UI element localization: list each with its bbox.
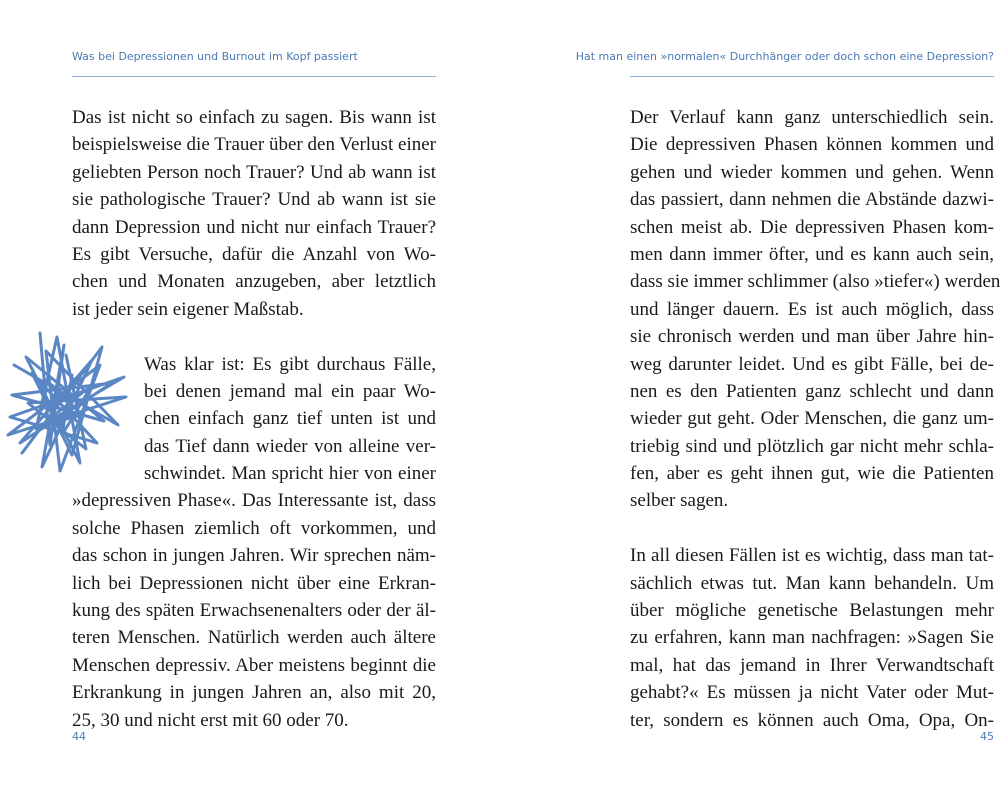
text-line: chen und Monaten anzugeben, aber letztlich [72,271,436,293]
right-paragraph-1 [630,104,1000,515]
text-line: ist jeder sein eigener Maßstab. [72,298,304,320]
text-line: nen es den Patienten ganz schlecht und dann [630,380,994,402]
text-line: weg darunter leidet. Und es gibt Fälle, bei de- [630,353,994,375]
text-line: chen einfach ganz tief unten ist und [144,408,436,430]
left-page-number: 44 [72,730,86,743]
text-line: »depressiven Phase«. Das Interessante ist, dass [72,490,436,512]
text-line: das schon in jungen Jahren. Wir sprechen näm- [72,545,436,567]
text-line: teren Menschen. Natürlich werden auch ältere [72,627,436,649]
text-line: das Tief dann wieder von alleine ver- [144,435,436,457]
text-line: dann Depression und nicht nur einfach Trauer? [72,216,436,238]
text-line: Was klar ist: Es gibt durchaus Fälle, [144,353,436,375]
scribble-illustration-icon [2,325,134,475]
text-line: sächlich etwas tut. Man kann behandeln. Um [630,572,994,594]
left-header-rule [72,76,436,77]
text-line: In all diesen Fällen ist es wichtig, dass man tat- [630,545,994,567]
right-body-text [630,104,1000,734]
text-line: gehabt?« Es müssen ja nicht Vater oder Mut- [630,682,994,704]
text-line: dass sie immer schlimmer (also »tiefer«) werden [630,271,1000,293]
text-line: geliebten Person noch Trauer? Und ab wann ist [72,161,436,183]
left-paragraph-1 [72,104,436,323]
text-line: men dann immer öfter, und es kann auch sein, [630,243,994,265]
text-line: kung des späten Erwachsenenalters oder der äl- [72,600,436,622]
text-line: bei denen jemand mal ein paar Wo- [144,380,436,402]
text-line: selber sagen. [630,490,729,512]
text-line: Es gibt Versuche, dafür die Anzahl von Wo- [72,243,436,265]
right-page-number: 45 [980,730,994,743]
text-line: beispielsweise die Trauer über den Verlust einer [72,134,436,156]
text-line: fen, aber es geht ihnen gut, wie die Patienten [630,463,994,485]
text-line: schen meist ab. Die depressiven Phasen kom- [630,216,994,238]
text-line: zu erfahren, kann man nachfragen: »Sagen Sie [630,627,994,649]
text-line: Die depressiven Phasen können kommen und [630,134,994,156]
text-line: Der Verlauf kann ganz unterschiedlich sein. [630,107,994,128]
text-line: und länger dauern. Es ist auch möglich, dass [630,298,994,320]
paragraph-gap [630,515,994,542]
text-line: 25, 30 und nicht erst mit 60 oder 70. [72,709,349,731]
text-line: solche Phasen ziemlich oft vorkommen, und [72,517,436,539]
text-line: sie chronisch werden und man über Jahre hin- [630,326,994,348]
left-running-head: Was bei Depressionen und Burnout im Kopf passiert [72,50,358,63]
text-line: über mögliche genetische Belastungen mehr [630,600,994,622]
text-line: wieder gut geht. Oder Menschen, die ganz um- [630,408,994,430]
text-line: schwindet. Man spricht hier von einer [144,463,436,485]
text-line: lich bei Depressionen nicht über eine Erkran- [72,572,436,594]
text-line: das passiert, dann nehmen die Abstände dazwi- [630,189,994,211]
text-line: gehen und wieder kommen und gehen. Wenn [630,161,994,183]
text-line: Erkrankung in jungen Jahren an, also mit 20, [72,682,436,704]
text-line: triebig sind und plötzlich gar nicht mehr schla- [630,435,994,457]
text-line: sie pathologische Trauer? Und ab wann ist sie [72,189,436,211]
right-paragraph-2 [630,542,994,734]
text-line: Das ist nicht so einfach zu sagen. Bis wann ist [72,107,436,128]
text-line: Menschen depressiv. Aber meistens beginnt die [72,654,436,676]
right-running-head: Hat man einen »normalen« Durchhänger oder doch schon eine Depression? [575,50,994,63]
right-header-rule [630,76,994,77]
text-line: mal, hat das jemand in Ihrer Verwandtschaft [630,654,994,676]
text-line: ter, sondern es können auch Oma, Opa, On- [630,709,994,731]
